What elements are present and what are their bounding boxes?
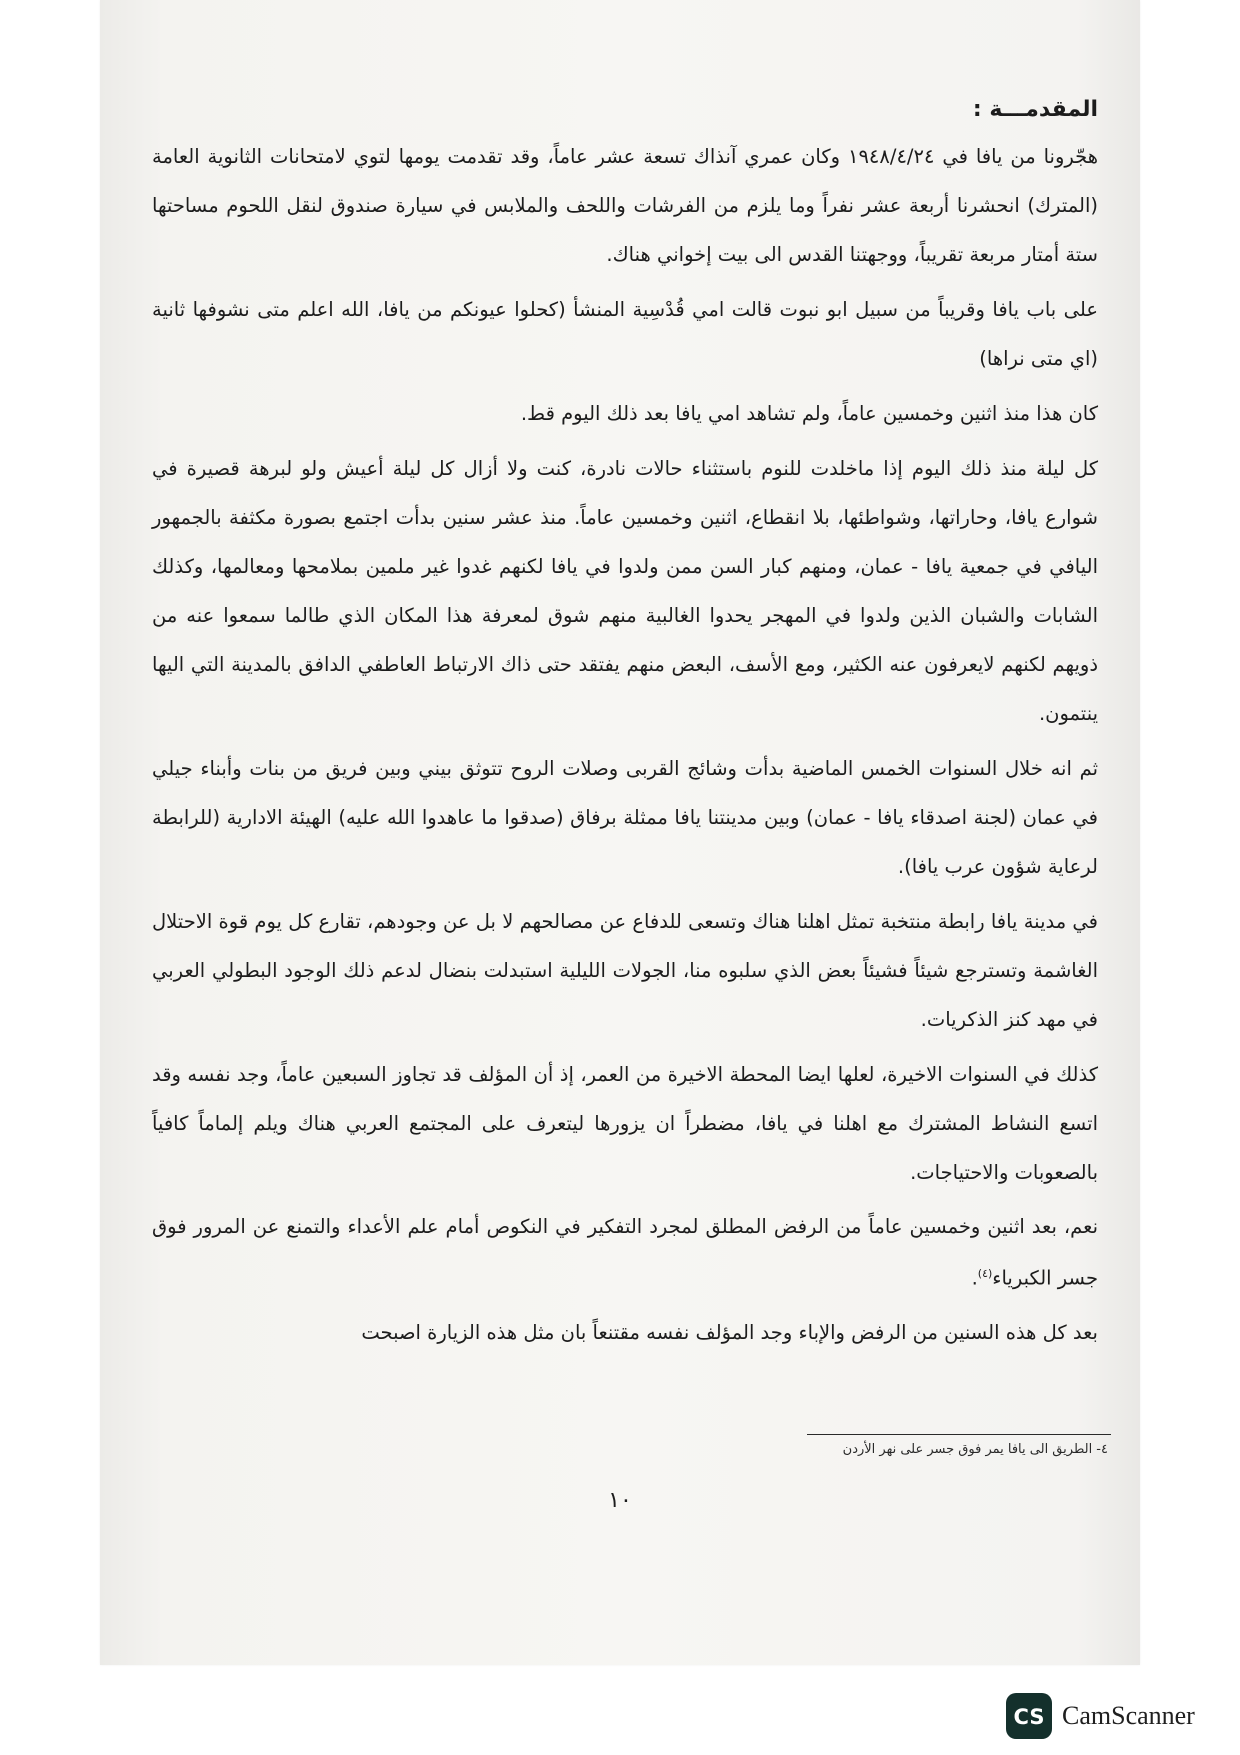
paragraph-9: بعد كل هذه السنين من الرفض والإباء وجد المؤلف نفسه مقتنعاً بان مثل هذه الزيارة اصبحت bbox=[361, 1320, 1098, 1344]
paragraph-7: كذلك في السنوات الاخيرة، لعلها ايضا المحطة الاخيرة من العمر، إذ أن المؤلف قد تجاوز السبعين عاماً، وجد نفسه وقد اتسع النشاط المشترك مع اهلنا في يافا، مضطراً ان يزورها ليتعرف على المجتمع العربي هناك ويلم إلماماً كافياً بالصعوبات والاحتياجات. bbox=[152, 1063, 1098, 1184]
camscanner-label: CamScanner bbox=[1062, 1701, 1195, 1730]
page-number: ١٠ bbox=[608, 1488, 632, 1513]
paragraph-3: كان هذا منذ اثنين وخمسين عاماً، ولم تشاهد امي يافا بعد ذلك اليوم قط. bbox=[520, 402, 1098, 425]
footnote-reference: (٤) bbox=[977, 1267, 993, 1280]
paragraph-8-end: . bbox=[971, 1266, 978, 1290]
paragraph-6: في مدينة يافا رابطة منتخبة تمثل اهلنا هناك وتسعى للدفاع عن مصالحهم لا بل عن وجودهم، تقارع كل يوم قوة الاحتلال الغاشمة وتسترجع شيئاً فشيئاً بعض الذي سلبوه منا، الجولات الليلية استبدلت بنضال لدعم ذلك الوجود البطولي العربي في مهد كنز الذكريات. bbox=[152, 910, 1098, 1031]
footnote-divider bbox=[807, 1434, 1111, 1435]
footnote: ٤- الطريق الى يافا يمر فوق جسر على نهر الأردن bbox=[842, 1442, 1108, 1457]
section-heading: المقدمـــة : bbox=[972, 97, 1098, 122]
paragraph-2: على باب يافا وقريباً من سبيل ابو نبوت قالت امي قُدْسِية المنشأ (كحلوا عيونكم من يافا، الله اعلم متى نشوفها ثانية (اي متى نراها) bbox=[152, 298, 1098, 370]
page-body bbox=[152, 90, 1098, 1363]
paragraph-1: هجّرونا من يافا في ١٩٤٨/٤/٢٤ وكان عمري آنذاك تسعة عشر عاماً، وقد تقدمت يومها لتوي لامتحانات الثانوية العامة (المترك) انحشرنا أربعة عشر نفراً وما يلزم من الفرشات واللحف والملابس في سيارة صندوق لنقل اللحوم مساحتها ستة أمتار مربعة تقريباً، ووجهتنا القدس الى بيت إخواني هناك. bbox=[152, 145, 1098, 266]
camscanner-watermark bbox=[1006, 1692, 1195, 1740]
camscanner-logo-icon bbox=[1006, 1693, 1052, 1739]
svg-text:CS: CS bbox=[1013, 1705, 1045, 1729]
paragraph-5: ثم انه خلال السنوات الخمس الماضية بدأت وشائج القربى وصلات الروح تتوثق بيني وبين فريق من بنات وأبناء جيلي في عمان (لجنة اصدقاء يافا - عمان) وبين مدينتنا يافا ممثلة برفاق (صدقوا ما عاهدوا الله عليه) الهيئة الادارية (للرابطة لرعاية شؤون عرب يافا). bbox=[152, 757, 1098, 878]
paragraph-4: كل ليلة منذ ذلك اليوم إذا ماخلدت للنوم باستثناء حالات نادرة، كنت ولا أزال كل ليلة أعيش ولو لبرهة قصيرة في شوارع يافا، وحاراتها، وشواطئها، بلا انقطاع، اثنين وخمسين عاماً. منذ عشر سنين بدأت اجتمع بصورة مكثفة بالجمهور اليافي في جمعية يافا - عمان، ومنهم كبار السن ممن ولدوا في يافا لكنهم غدوا غير ملمين بملامحها ومعالمها، وكذلك الشابات والشبان الذين ولدوا في المهجر يحدوا الغالبية منهم شوق لمعرفة هذا المكان الذي طالما سمعوا عنه من ذويهم لكنهم لايعرفون عنه الكثير، ومع الأسف، البعض منهم يفتقد حتى ذاك الارتباط العاطفي الدافق بالمدينة التي اليها ينتمون. bbox=[152, 457, 1098, 725]
paragraph-8-text: نعم، بعد اثنين وخمسين عاماً من الرفض المطلق لمجرد التفكير في النكوص أمام علم الأعداء والتمنع عن المرور فوق جسر الكبرياء bbox=[152, 1215, 1098, 1290]
paragraph-8 bbox=[152, 1203, 1098, 1302]
